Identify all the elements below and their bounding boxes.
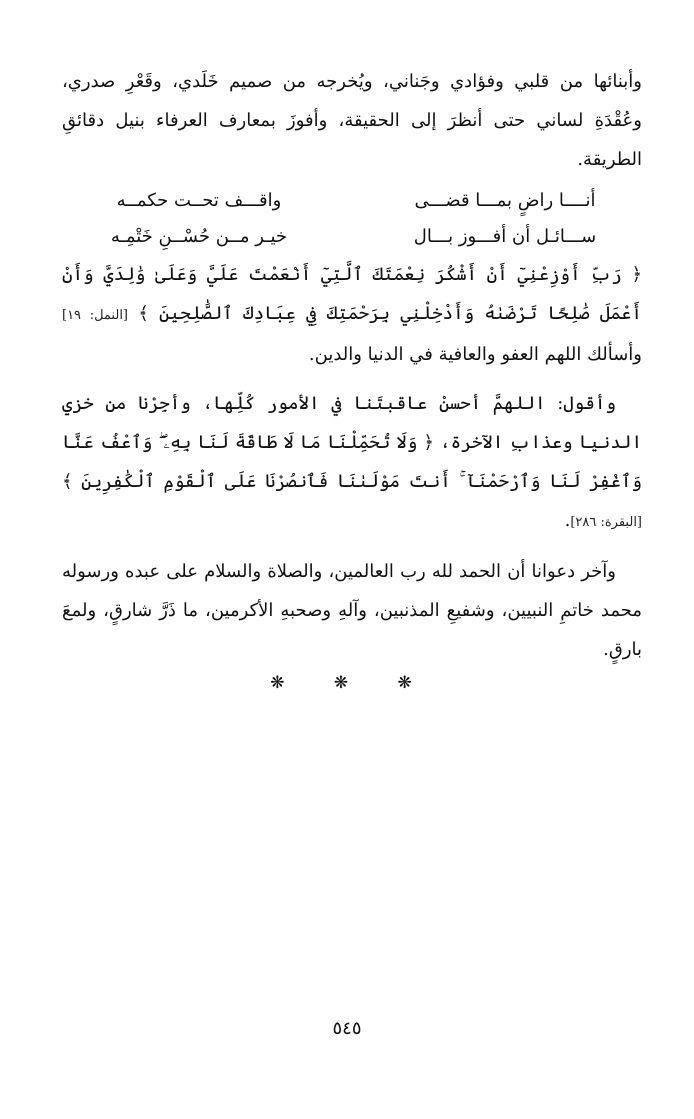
poem-line-1 [62,183,642,219]
section-separator: ❋ ❋ ❋ [270,673,434,693]
quran-verse-baqarah: ﴿ وَلَا تُحَمِّلْنَا مَا لَا طَاقَةَ لَنَا بِهِۦ ۖ وَٱعْفُ عَنَّا وَٱغْفِرْ لَنَا وَٱرْحَمْنَآ ۚ أَنتَ مَوْلَىٰنَا فَٱنصُرْنَا عَلَى ٱلْقَوْمِ ٱلْكَٰفِرِينَ ﴾ [62,432,642,492]
supplication-text: وأسألك اللهم العفو والعافية في الدنيا والدين. [308,344,642,365]
poem-line-2-right-hemistich: ســـائـل أن أفـــوز بـــال [413,226,597,247]
quran-verse-naml: ﴿ رَبِّ أَوْزِعْنِيٓ أَنْ أَشْكُرَ نِعْمَتَكَ ٱلَّتِيٓ أَنْعَمْتَ عَلَيَّ وَعَلَىٰ وَٰلِدَيَّ وَأَنْ أَعْمَلَ صَٰلِحًا تَرْضَىٰهُ وَأَدْخِلْنِي بِرَحْمَتِكَ فِي عِبَادِكَ ٱلصَّٰلِحِينَ ﴾ [62,264,642,324]
page-body [62,62,642,693]
page-number: ٥٤٥ [332,1018,362,1039]
prayer-lead-text: وأقول: اللهمَّ أحسنْ عاقبتَنا في الأمور كُلِّها، وأجِرْنا من خزيِ الدنيا وعذابِ الآخرة، [62,393,642,453]
poem-line-1-right-hemistich: أنــــا راضٍ بمـــا قضـــى [414,190,596,211]
quran-reference-naml: [النمل: ١٩] [62,308,128,323]
quran-reference-baqarah: [البقرة: ٢٨٦] [570,515,642,530]
poem-line-1-left-hemistich: واقـــف تحــت حكمــه [116,190,282,211]
paragraph-quran-supplication [62,255,642,374]
poem-line-2-left-hemistich: خيـر مــن حُسْــنِ خَتْمِـه [110,226,288,247]
paragraph-opening: وأبنائها من قلبي وفؤادي وجَناني، ويُخرجه من صميم خَلَدي، وقَعْرِ صدري، وعُقْدَةِ لساني حتى أنظرَ إلى الحقيقة، وأفوزَ بمعارف العرفاء بنيل دقائقِ الطريقة. [62,71,642,170]
prayer-end-punct: . [564,510,571,531]
paragraph-prayer [62,384,642,542]
paragraph-closing [62,552,642,669]
poem-line-2 [62,219,642,255]
closing-text: وآخر دعوانا أن الحمد لله رب العالمين، والصلاة والسلام على عبده ورسوله محمد خاتمِ النبيين، وشفيعِ المذنبين، وآلهِ وصحبهِ الأكرمين، ما ذَرَّ شارقٍ، ولمعَ بارقٍ. [62,561,642,660]
